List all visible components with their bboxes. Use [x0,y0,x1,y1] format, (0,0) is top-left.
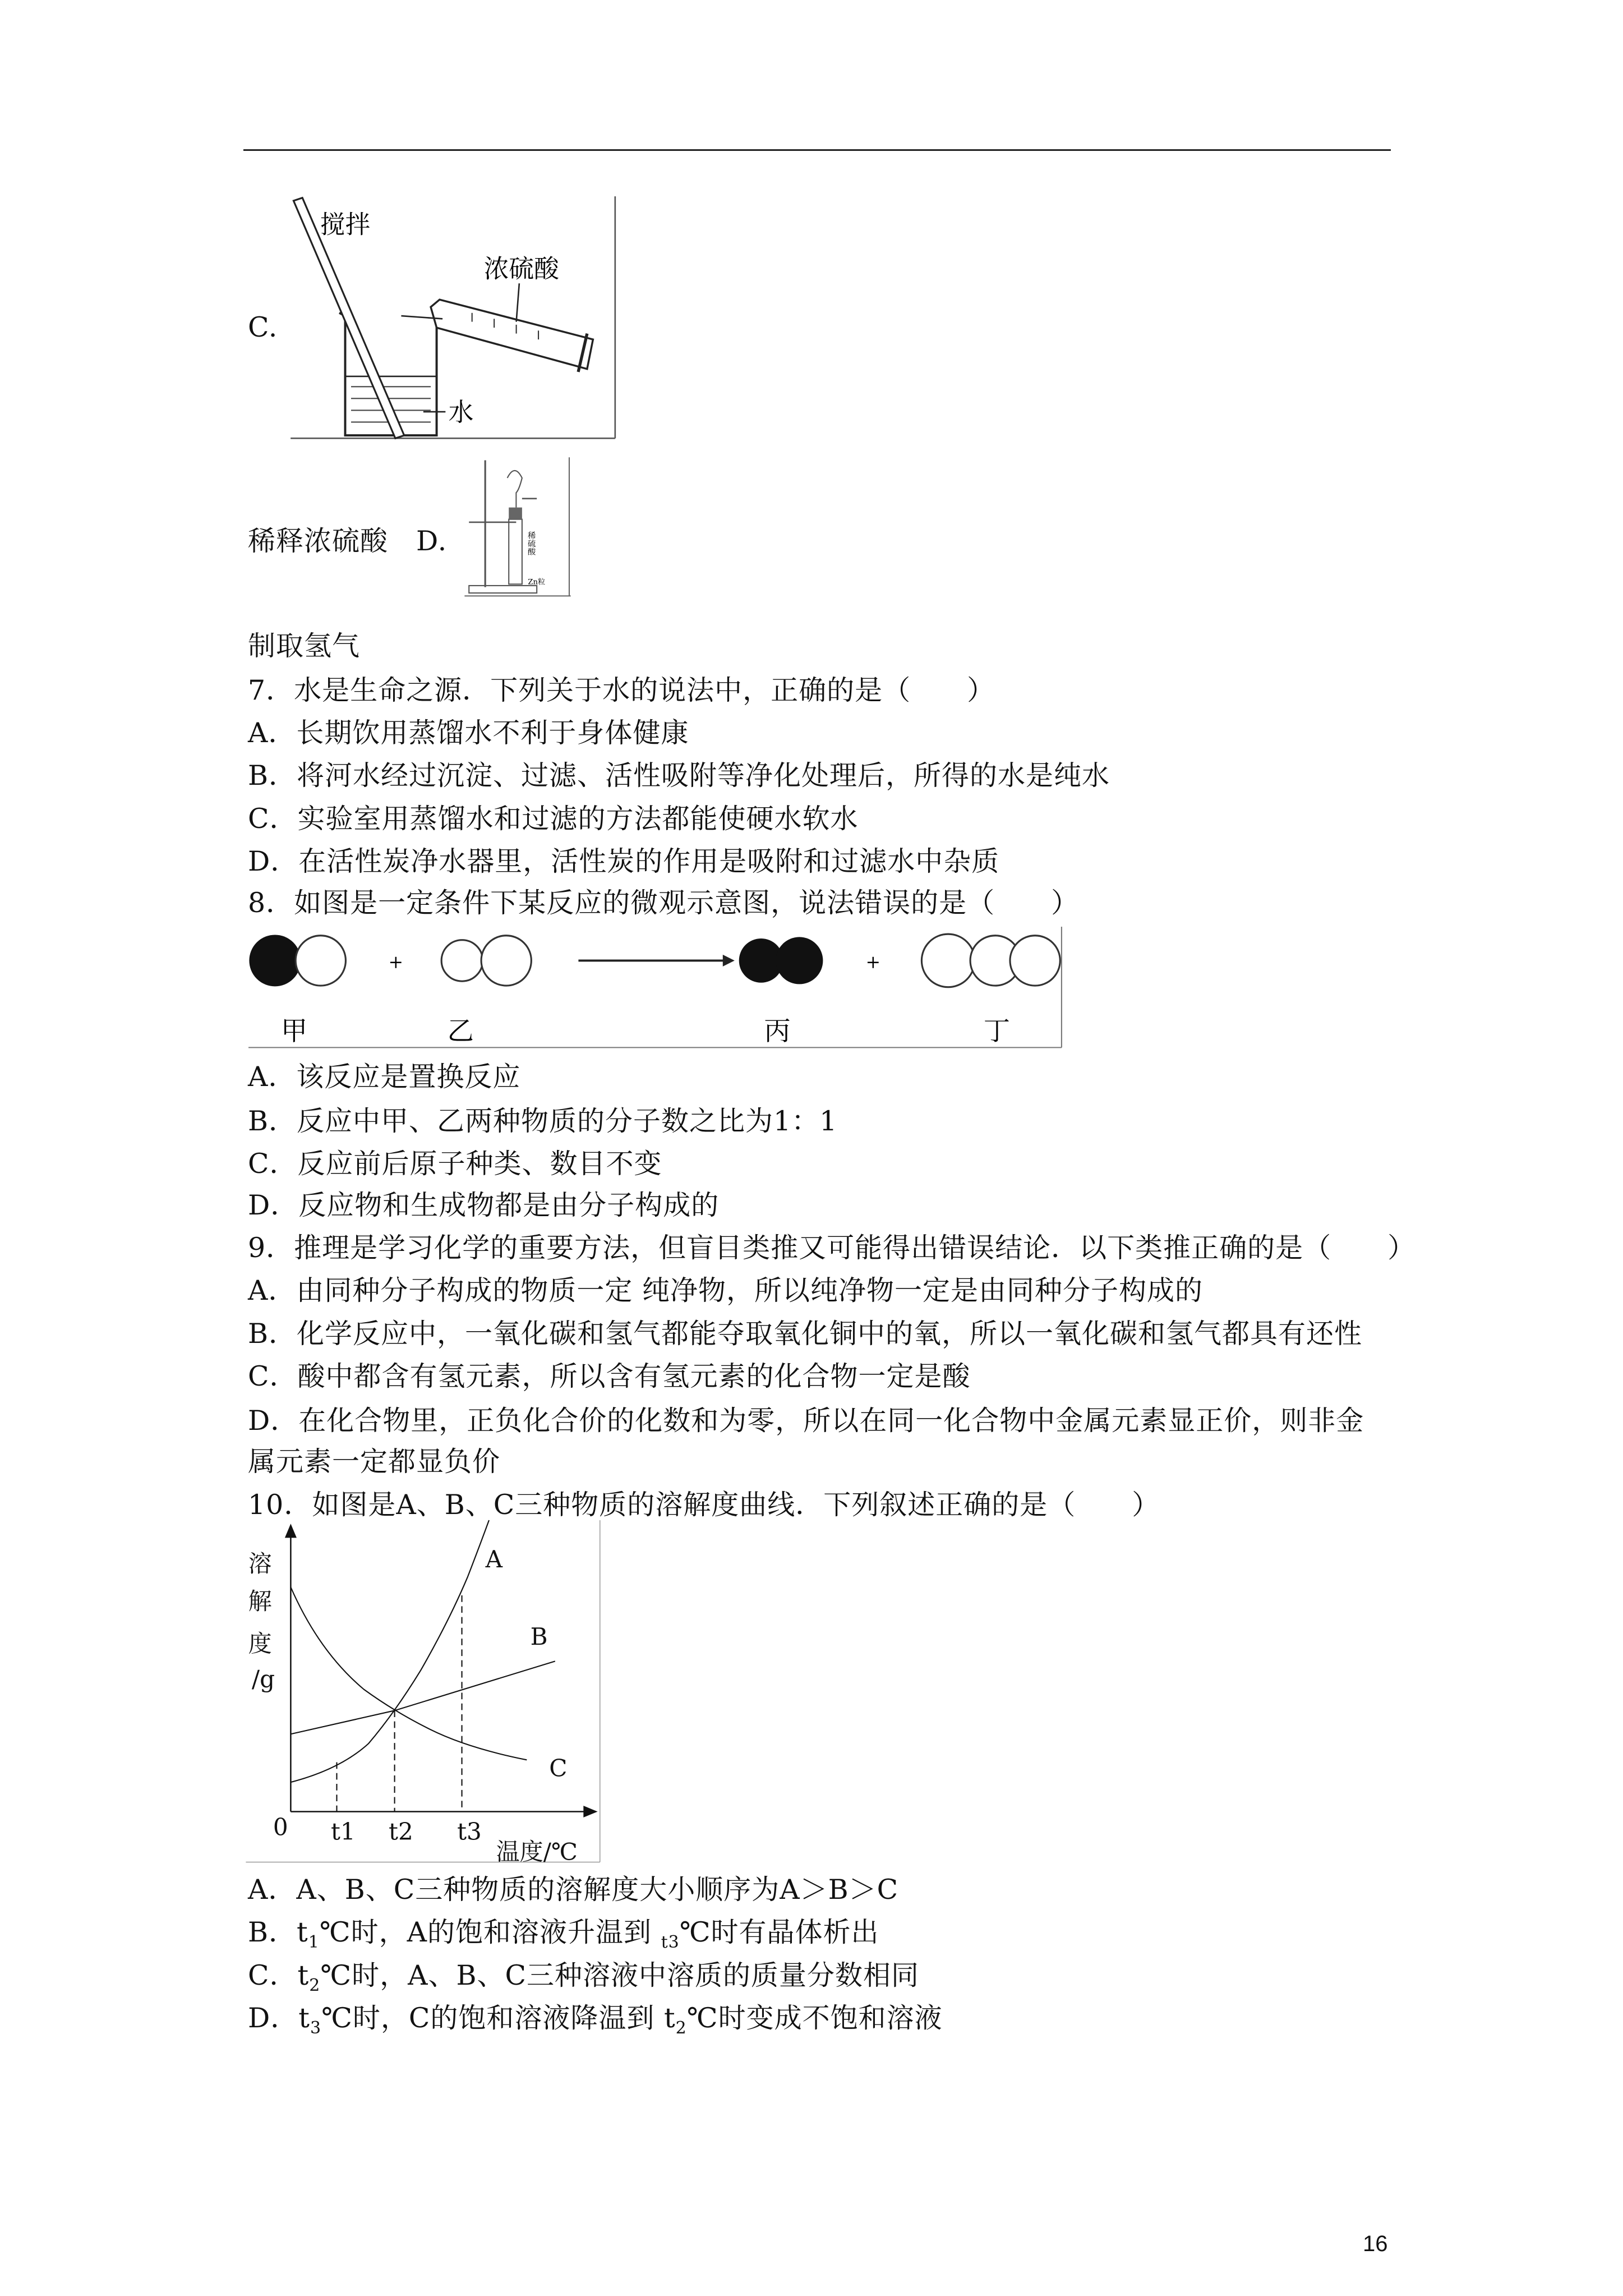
subscript: t3 [661,1932,680,1952]
q8-option-c: C．反应前后原子种类、数目不变 [248,1148,662,1180]
text: ℃时有晶体析出 [679,1916,879,1948]
q7-option-d: D．在活性炭净水器里，活性炭的作用是吸附和过滤水中杂质 [248,845,1000,877]
text: ℃时，A的饱和溶液升温到 [319,1916,661,1948]
text: D．t [248,2002,310,2034]
label-jia: 甲 [280,1016,308,1047]
q6-option-d-caption: 制取氢气 [248,630,361,662]
q6-option-d-label: D. [416,525,448,557]
water-label: 水 [448,397,474,427]
q7-stem: 7．水是生命之源．下列关于水的说法中，正确的是（ ） [248,674,995,706]
q9-option-a: A．由同种分子构成的物质一定 纯净物，所以纯净物一定是由同种分子构成的 [248,1274,1203,1306]
q8-stem: 8．如图是一定条件下某反应的微观示意图，说法错误的是（ ） [248,887,1080,919]
solubility-curve-chart [241,1520,611,1868]
q7-option-a: A．长期饮用蒸馏水不利于身体健康 [248,717,689,749]
q9-option-c: C．酸中都含有氢元素，所以含有氢元素的化合物一定是酸 [248,1360,971,1392]
stir-label: 搅拌 [320,209,371,240]
plus-sign-1: + [388,952,404,973]
series-label-a: A [485,1545,503,1573]
tick-t2: t2 [389,1818,413,1846]
label-yi: 乙 [447,1016,474,1047]
conc-acid-label: 浓硫酸 [483,254,559,284]
q10-stem: 10．如图是A、B、C三种物质的溶解度曲线．下列叙述正确的是（ ） [248,1489,1160,1521]
tick-t1: t1 [330,1818,356,1846]
label-ding: 丁 [983,1016,1010,1047]
curve-c [291,1587,527,1760]
xlabel: 温度/℃ [496,1838,578,1866]
q10-option-a: A．A、B、C三种物质的溶解度大小顺序为A＞B＞C [248,1874,899,1906]
q8-option-d: D．反应物和生成物都是由分子构成的 [248,1189,720,1221]
q9-option-b: B．化学反应中，一氧化碳和氢气都能夺取氧化铜中的氧，所以一氧化碳和氢气都具有还性 [248,1318,1363,1350]
label-bing: 丙 [764,1016,791,1047]
ylabel-3: 度 [248,1630,272,1658]
text: ℃时，A、B、C三种溶液中溶质的质量分数相同 [320,1959,919,1991]
q10-option-d [248,2001,943,2045]
reaction-micro-diagram [248,927,1062,1049]
header-rule [243,149,1391,151]
q7-option-b: B．将河水经过沉淀、过滤、活性吸附等净化处理后，所得的水是纯水 [248,760,1110,792]
curve-a [291,1520,489,1782]
ylabel-1: 溶 [248,1550,272,1578]
q8-option-b: B．反应中甲、乙两种物质的分子数之比为1：1 [248,1105,838,1137]
q6-option-c-caption [248,524,447,558]
subscript: 1 [308,1932,320,1952]
q10-option-c [248,1959,919,2003]
series-label-b: B [530,1623,548,1651]
plus-sign-2: + [865,952,880,973]
subscript: 2 [675,2018,687,2038]
caption-text: 稀释浓硫酸 [248,525,389,557]
q9-stem: 9．推理是学习化学的重要方法，但盲目类推又可能得出错误结论．以下类推正确的是（ ） [248,1232,1416,1264]
text: ℃时，C的饱和溶液降温到 t [321,2002,676,2034]
subscript: 3 [310,2018,322,2038]
dilute-acid-label: 稀硫酸 [526,531,536,556]
origin-label: 0 [273,1813,288,1841]
q9-option-d-cont: 属元素一定都显负价 [248,1446,501,1478]
curve-b [291,1661,555,1734]
q10-option-b [248,1916,879,1959]
page-number: 16 [1363,2231,1388,2256]
text: B．t [248,1916,308,1948]
q6-option-c-label: C. [248,311,278,343]
series-label-c: C [549,1754,568,1782]
q9-option-d: D．在化合物里，正负化合价的化数和为零，所以在同一化合物中金属元素显正价，则非金 [248,1405,1364,1437]
q7-option-c: C．实验室用蒸馏水和过滤的方法都能使硬水软水 [248,803,859,835]
zn-label: Zn粒 [528,578,546,587]
subscript: 2 [309,1975,321,1995]
tick-t3: t3 [457,1818,482,1846]
ylabel-2: 解 [248,1588,272,1616]
text: ℃时变成不饱和溶液 [686,2002,943,2034]
hydrogen-apparatus-figure [464,454,571,597]
dilute-sulfuric-acid-figure [291,196,615,440]
text: C．t [248,1959,310,1991]
q8-option-a: A．该反应是置换反应 [248,1061,521,1093]
ylabel-4: /g [251,1665,275,1693]
